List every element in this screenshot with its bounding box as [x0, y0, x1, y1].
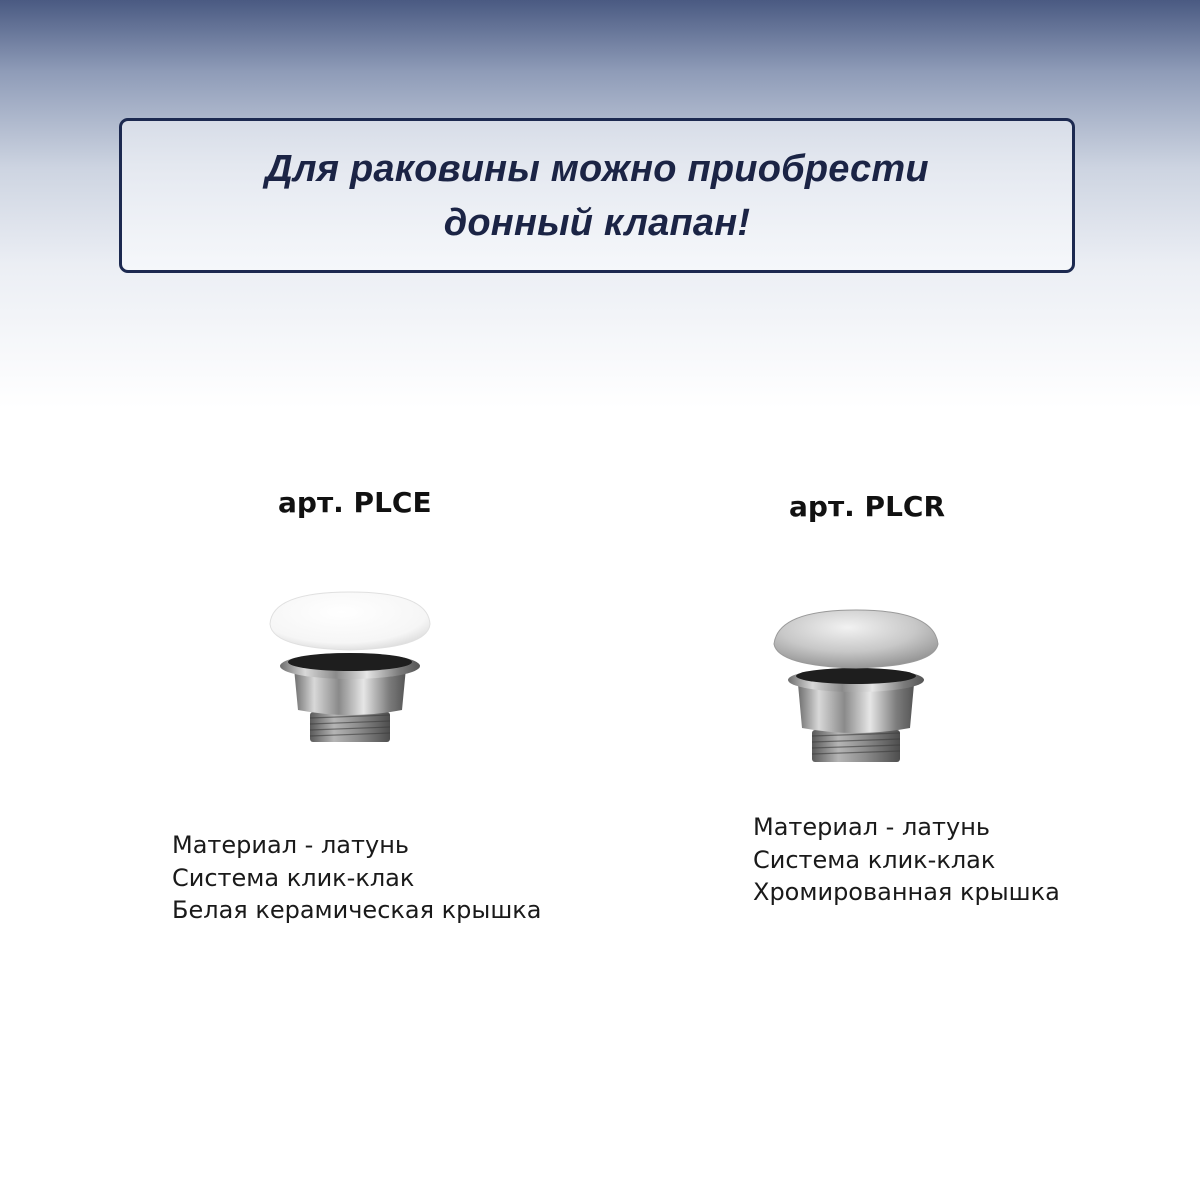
banner-title-line-2: донный клапан!: [443, 201, 751, 244]
product-features: [172, 829, 542, 927]
feature-item: Материал - латунь: [753, 813, 991, 841]
chrome-drain-valve-icon: [768, 604, 944, 768]
feature-item: Система клик-клак: [753, 845, 996, 874]
feature-item: Материал - латунь: [172, 831, 410, 859]
feature-item: Белая керамическая крышка: [172, 896, 542, 924]
banner-title-line-1: Для раковины можно приобрести: [265, 147, 929, 190]
banner-title: [265, 142, 929, 250]
product-article: арт. PLCR: [789, 490, 946, 523]
white-ceramic-drain-valve-icon: [262, 584, 434, 748]
product-article: арт. PLCE: [278, 486, 432, 519]
product-features: [753, 811, 1060, 909]
feature-item: Хромированная крышка: [753, 878, 1060, 906]
header-banner: [119, 118, 1075, 273]
feature-item: Система клик-клак: [172, 863, 415, 892]
